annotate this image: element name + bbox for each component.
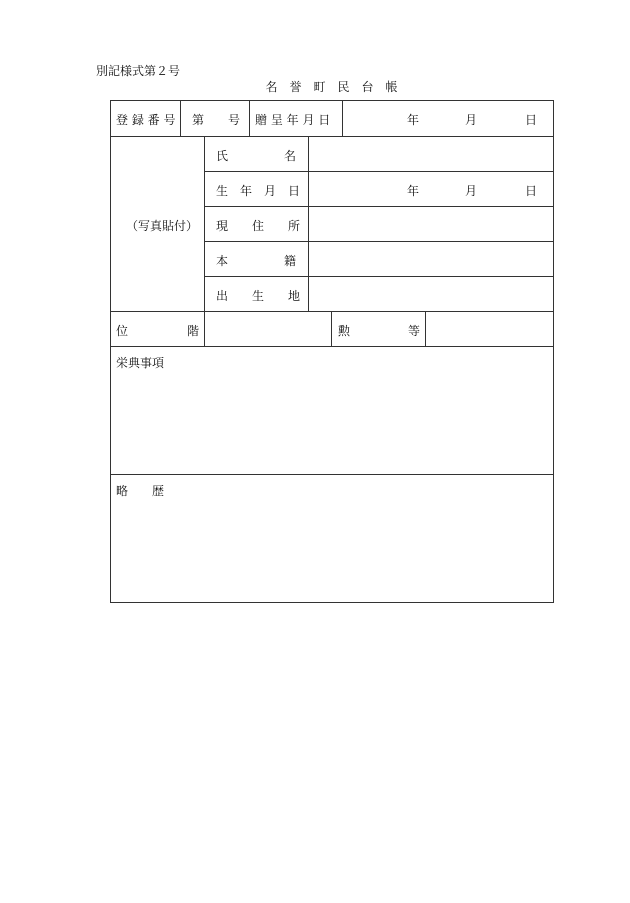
decoration-label-char1: 勲 xyxy=(338,324,351,338)
rule-row1-div1 xyxy=(180,100,181,136)
rule-label-column xyxy=(308,136,309,311)
birth-month: 月 xyxy=(465,184,478,198)
history-section-label: 略 歴 xyxy=(116,484,165,498)
birth-year: 年 xyxy=(407,184,420,198)
rule-row1-div3 xyxy=(342,100,343,136)
rule-top xyxy=(110,100,554,101)
presentation-month: 月 xyxy=(465,113,478,127)
presentation-date-label: 贈 呈 年 月 日 xyxy=(255,113,331,127)
decoration-label-char2: 等 xyxy=(408,324,421,338)
rule-birth-bottom xyxy=(204,206,554,207)
rank-label-char1: 位 xyxy=(116,324,129,338)
presentation-year: 年 xyxy=(407,113,420,127)
document-title: 名 誉 町 民 台 帳 xyxy=(265,80,398,94)
birthplace-label: 出 生 地 xyxy=(216,289,301,303)
rule-photo-bottom xyxy=(110,311,554,312)
rule-row1-div2 xyxy=(249,100,250,136)
rule-bottom xyxy=(110,602,554,603)
name-label-char2: 名 xyxy=(284,149,297,163)
honors-section-label: 栄典事項 xyxy=(116,356,165,370)
rule-domicile-bottom xyxy=(204,276,554,277)
rank-label-char2: 階 xyxy=(187,324,200,338)
rule-left xyxy=(110,100,111,603)
rule-row1-bottom xyxy=(110,136,554,137)
address-label: 現 住 所 xyxy=(216,219,301,233)
birth-day: 日 xyxy=(525,184,538,198)
rule-address-bottom xyxy=(204,241,554,242)
rule-right xyxy=(553,100,554,603)
form-number: 別記様式第２号 xyxy=(96,64,181,78)
birth-date-label: 生 年 月 日 xyxy=(216,184,301,198)
rule-honors-bottom xyxy=(110,474,554,475)
rule-name-bottom xyxy=(204,171,554,172)
rule-rank-div2 xyxy=(425,311,426,346)
registration-number-label: 登 録 番 号 xyxy=(116,113,176,127)
name-label-char1: 氏 xyxy=(216,149,229,163)
rule-rank-bottom xyxy=(110,346,554,347)
rule-rank-div1 xyxy=(331,311,332,346)
photo-placeholder-label: （写真貼付） xyxy=(126,219,199,233)
presentation-day: 日 xyxy=(525,113,538,127)
rule-photo-right xyxy=(204,136,205,346)
domicile-label-char1: 本 xyxy=(216,254,229,268)
number-label: 第 号 xyxy=(192,113,241,127)
domicile-label-char2: 籍 xyxy=(284,254,297,268)
